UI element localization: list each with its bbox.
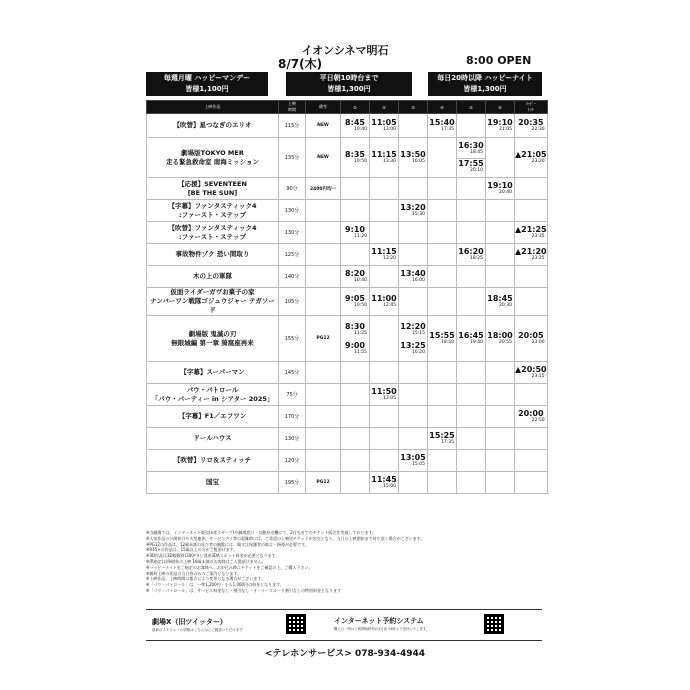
showtime-start: 11:00: [371, 294, 397, 303]
telephone-service: <テレホンサービス> 078-934-4944: [264, 649, 426, 659]
header-cell: ﾊｯﾋﾟｰ ﾅｲﾄ: [515, 101, 548, 114]
showtime-start: 9:05: [345, 294, 365, 303]
showtime-cell[interactable]: [370, 138, 399, 178]
showtime-end: 23:20: [531, 159, 545, 164]
header-cell: ⑤: [457, 101, 486, 114]
divider: [146, 609, 542, 610]
showtime-end: 23:00: [531, 340, 545, 345]
showtime-end: 17:35: [441, 440, 454, 445]
movie-title: ドールハウス: [147, 428, 279, 450]
showtime-cell: [515, 200, 548, 222]
movie-title: 劇場版 鬼滅の刃 無限城編 第一章 猗窩座再来: [147, 316, 279, 362]
header-cell: ⑥: [486, 101, 515, 114]
showtime-cell[interactable]: [515, 114, 548, 138]
showtime-cell[interactable]: [341, 316, 370, 362]
showtime-cell: [457, 114, 486, 138]
showtime-cell[interactable]: [341, 288, 370, 316]
table-row: [147, 450, 548, 472]
movie-duration: 145分: [279, 362, 306, 384]
note-line: ※PG12の作品は、12歳未満の年少者の観覧には、親又は保護者の助言・指導が必要です。: [146, 541, 309, 547]
movie-note: [306, 428, 341, 450]
table-row: [147, 362, 548, 384]
showtime-cell[interactable]: [515, 406, 548, 428]
showtime-cell[interactable]: [370, 114, 399, 138]
showtime-cell: [486, 472, 515, 494]
showtime-start: 20:00: [518, 409, 544, 418]
movie-note: PG12: [306, 316, 341, 362]
promo-happy-night: [428, 72, 542, 96]
showtime-end: 18:45: [470, 150, 483, 155]
showtime-start: 13:25: [400, 340, 426, 350]
showtime-cell: [370, 450, 399, 472]
movie-note: PG12: [306, 472, 341, 494]
showtime-cell[interactable]: [399, 266, 428, 288]
showtime-cell: [370, 406, 399, 428]
movie-note: [306, 222, 341, 244]
showtime-start: ▲21:05: [515, 150, 547, 159]
showtime-cell[interactable]: [515, 222, 548, 244]
showtime-start: 9:10: [345, 225, 365, 234]
showtime-cell: [341, 450, 370, 472]
showtime-cell: [428, 178, 457, 200]
showtime-cell: [370, 222, 399, 244]
note-line: ※3D作品は3D眼鏡料(300円)と別途3DAスポット料金が必要となります。: [146, 553, 280, 559]
showtime-end: 17:35: [441, 127, 454, 132]
showtime-end: 16:00: [412, 278, 425, 283]
showtime-start: 18:45: [487, 294, 513, 303]
promo-line2: 皆様1,300円: [327, 85, 371, 93]
showtime-start: 18:00: [487, 331, 513, 340]
movie-title: 【吹替】ファンタスティック4 :ファースト・ステップ: [147, 222, 279, 244]
showtime-cell: [515, 428, 548, 450]
note-line: ※人気作品の公開初日や大型連休、サービスデイ等の混雑時には、ご希望の上映回チケットが完売となり、当日の上映開始まで待ち頂く場合がございます。: [146, 535, 425, 541]
header-cell: ①: [341, 101, 370, 114]
note-line: ※当劇場では、インターネット販売(e席リザーブ)や劇場窓口・自動券売機にて、2日先までのチケット販売を実施しております。: [146, 530, 377, 535]
extra-showtime[interactable]: [341, 341, 369, 356]
showtime-start: ▲20:50: [515, 365, 547, 374]
showtime-end: 19:40: [470, 340, 483, 345]
showtime-cell: [457, 384, 486, 406]
theater-name: イオンシネマ明石: [301, 44, 389, 57]
showtime-end: 13:05: [383, 396, 396, 401]
showtime-cell: [457, 428, 486, 450]
showtime-cell: [457, 266, 486, 288]
showtime-end: 20:10: [470, 168, 483, 173]
movie-duration: 130分: [279, 200, 306, 222]
note-line: ※「パウ・パトロール」は、一律1,200円・小人1,000円の料金となります。: [146, 582, 284, 588]
extra-showtime[interactable]: [457, 158, 485, 174]
showtime-cell: [428, 406, 457, 428]
showtime-start: 11:45: [371, 475, 397, 484]
showtime-end: 11:20: [354, 234, 367, 239]
movie-duration: 195分: [279, 472, 306, 494]
showtime-end: 10:50: [354, 159, 367, 164]
open-time: 8:00 OPEN: [466, 54, 532, 67]
table-row: [147, 178, 548, 200]
movie-duration: 120分: [279, 450, 306, 472]
showtime-cell[interactable]: [486, 288, 515, 316]
table-row: [147, 384, 548, 406]
showtime-end: 10:40: [354, 278, 367, 283]
showtime-end: 21:05: [499, 127, 512, 132]
showtime-cell[interactable]: [399, 200, 428, 222]
showtime-cell[interactable]: [515, 316, 548, 362]
header-cell: 上映作品: [147, 101, 279, 114]
table-row: [147, 222, 548, 244]
movie-duration: 130分: [279, 222, 306, 244]
note-line: ※「パウ・パトロール」は、サービス料金なし・割引なし・オーナーズカード割引なしの特別料金となります: [146, 587, 341, 593]
header-cell: 備考: [306, 101, 341, 114]
showtime-start: 12:20: [400, 321, 426, 331]
showtime-end: 16:05: [412, 159, 425, 164]
showtime-cell: [515, 384, 548, 406]
showtime-cell: [399, 428, 428, 450]
showtime-cell[interactable]: [515, 244, 548, 266]
qr-code-icon[interactable]: [484, 614, 504, 634]
showtime-cell[interactable]: [515, 362, 548, 384]
showtime-start: 11:15: [371, 247, 397, 256]
showtime-end: 15:30: [412, 212, 425, 217]
showtime-cell: [399, 384, 428, 406]
showtime-start: 8:30: [345, 321, 365, 331]
showtime-end: 22:50: [531, 418, 545, 423]
table-row: [147, 428, 548, 450]
x-account-title: 劇場X（旧ツイッター）: [152, 618, 227, 626]
showtime-cell: [428, 138, 457, 178]
showtime-end: 11:55: [354, 349, 367, 355]
header-cell: ②: [370, 101, 399, 114]
movie-title: 【吹替】リロ＆スティッチ: [147, 450, 279, 472]
showtime-cell: [399, 178, 428, 200]
promo-line1: 毎日20時以降 ハッピーナイト: [437, 74, 533, 82]
showtime-end: 18:25: [470, 256, 483, 261]
showtime-cell: [457, 362, 486, 384]
showtime-cell: [457, 200, 486, 222]
showtime-cell: [515, 288, 548, 316]
movie-title: 【字幕】F1／エフワン: [147, 406, 279, 428]
showtime-cell: [428, 222, 457, 244]
showtime-cell: [486, 222, 515, 244]
movie-duration: 155分: [279, 316, 306, 362]
movie-duration: 135分: [279, 138, 306, 178]
showtime-cell: [428, 200, 457, 222]
showtime-start: 16:20: [458, 247, 484, 256]
showtime-end: 15:15: [412, 330, 425, 336]
table-row: [147, 406, 548, 428]
showtime-cell: [486, 450, 515, 472]
showtime-end: 20:30: [499, 303, 512, 308]
promo-line2: 皆様1,100円: [185, 85, 229, 93]
showtime-cell: [515, 472, 548, 494]
movie-note: NEW: [306, 138, 341, 178]
showtime-cell: [486, 200, 515, 222]
showtime-end: 13:20: [383, 256, 396, 261]
movie-title: 【字幕】ファンタスティック4 :ファースト・ステップ: [147, 200, 279, 222]
showtime-cell: [457, 222, 486, 244]
qr-code-icon[interactable]: [286, 614, 306, 634]
extra-showtime[interactable]: [399, 341, 427, 356]
showtime-cell: [341, 428, 370, 450]
showtime-cell: [457, 288, 486, 316]
showtime-cell[interactable]: [428, 316, 457, 362]
table-row: [147, 138, 548, 178]
showtime-cell[interactable]: [370, 384, 399, 406]
promo-line1: 平日朝10時台まで: [319, 74, 379, 82]
movie-duration: 115分: [279, 114, 306, 138]
showtime-cell: [341, 406, 370, 428]
online-booking-sub: 購入日・時は上映開始時刻の2日前 24時より受付いたします。: [334, 627, 430, 631]
showtime-start: 16:45: [458, 331, 484, 340]
showtime-cell: [486, 384, 515, 406]
movie-note: [306, 200, 341, 222]
showtime-cell[interactable]: [457, 138, 486, 178]
showtime-cell: [341, 200, 370, 222]
showtime-cell: [428, 288, 457, 316]
showtime-start: 8:45: [345, 118, 365, 127]
showtime-start: 15:25: [429, 431, 455, 440]
movie-title: 【応援】SEVENTEEN [BE THE SUN]: [147, 178, 279, 200]
movie-note: [306, 362, 341, 384]
note-line: ※上映作品、上映時間は都合により変更となる場合がございます。: [146, 576, 266, 582]
note-line: ※R15+の作品は、15歳以上の方がご覧頂けます。: [146, 547, 238, 553]
header-cell: 上映 時間: [279, 101, 306, 114]
table-row: [147, 200, 548, 222]
movie-duration: 75分: [279, 384, 306, 406]
table-row: [147, 316, 548, 362]
showtime-end: 20:55: [499, 340, 512, 345]
promo-line1: 毎週月曜 ハッピーマンデー: [163, 74, 251, 82]
showtime-cell: [486, 266, 515, 288]
showtime-cell: [399, 222, 428, 244]
showtime-cell: [370, 200, 399, 222]
showtime-cell[interactable]: [486, 178, 515, 200]
showtime-cell: [341, 384, 370, 406]
movie-note: [306, 266, 341, 288]
showtime-cell[interactable]: [486, 316, 515, 362]
divider: [146, 640, 542, 641]
showtime-cell: [515, 266, 548, 288]
showtime-start: 8:20: [345, 269, 365, 278]
schedule-date: 8/7(木): [278, 57, 323, 71]
movie-duration: 125分: [279, 244, 306, 266]
showtime-cell: [370, 266, 399, 288]
showtime-cell[interactable]: [399, 316, 428, 362]
showtime-cell: [457, 450, 486, 472]
showtime-cell: [428, 384, 457, 406]
showtime-cell: [486, 362, 515, 384]
movie-note: [306, 406, 341, 428]
showtime-start: 13:20: [400, 203, 426, 212]
showtime-end: 13:00: [383, 127, 396, 132]
notes-block: [146, 530, 542, 594]
showtime-cell: [428, 472, 457, 494]
movie-duration: 140分: [279, 266, 306, 288]
showtime-cell[interactable]: [428, 428, 457, 450]
showtime-cell: [341, 472, 370, 494]
movie-title: 国宝: [147, 472, 279, 494]
table-row: [147, 472, 548, 494]
x-account-sub: 最新のスケジュール情報はこちらからご確認いただけます: [152, 628, 243, 632]
showtime-end: 23:15: [531, 374, 545, 379]
movie-title: 仮面ライダーガヴお菓子の家 ナンバーワン戦隊ゴジュウジャー テガソード: [147, 288, 279, 316]
showtime-cell: [515, 450, 548, 472]
showtime-start: 8:35: [345, 150, 365, 159]
showtime-end: 18:50: [441, 340, 454, 345]
showtime-end: 10:40: [354, 127, 367, 132]
showtime-cell: [457, 406, 486, 428]
showtime-cell: [428, 244, 457, 266]
showtime-cell[interactable]: [515, 138, 548, 178]
showtime-cell[interactable]: [457, 316, 486, 362]
showtime-start: ▲21:20: [515, 247, 547, 256]
movie-title: 【字幕】スーパーマン: [147, 362, 279, 384]
showtime-start: ▲21:25: [515, 225, 547, 234]
showtime-start: 13:50: [400, 150, 426, 159]
showtime-end: 16:20: [412, 349, 425, 355]
header-cell: ③: [399, 101, 428, 114]
movie-title: 木の上の軍隊: [147, 266, 279, 288]
showtime-cell: [399, 288, 428, 316]
showtime-end: 10:50: [354, 303, 367, 308]
movie-note: [306, 244, 341, 266]
showtime-cell: [399, 406, 428, 428]
movie-duration: 170分: [279, 406, 306, 428]
showtime-cell: [428, 450, 457, 472]
movie-title: 【吹替】星つなぎのエリオ: [147, 114, 279, 138]
showtime-cell: [486, 406, 515, 428]
note-line: ※ハッピーナイトをご指定のお客様へ…お申込み時にチケットをご確認の上、ご購入下さい。: [146, 564, 313, 570]
showtime-start: 17:55: [458, 159, 484, 168]
showtime-cell[interactable]: [341, 114, 370, 138]
showtime-start: 16:30: [458, 141, 484, 150]
showtime-cell: [370, 362, 399, 384]
showtime-cell[interactable]: [399, 450, 428, 472]
showtime-start: 11:05: [371, 118, 397, 127]
showtime-cell: [341, 362, 370, 384]
showtime-cell[interactable]: [341, 222, 370, 244]
showtime-start: 20:35: [518, 118, 544, 127]
showtime-cell: [341, 178, 370, 200]
promo-happy-monday: [146, 72, 268, 96]
showtime-cell[interactable]: [428, 114, 457, 138]
table-row: [147, 266, 548, 288]
table-row: [147, 244, 548, 266]
movie-title: パウ・パトロール 「パウ・パーティー in シアター 2025」: [147, 384, 279, 406]
schedule-table: [146, 100, 548, 494]
movie-note: NEW: [306, 114, 341, 138]
movie-title: 劇場版TOKYO MER 走る緊急救命室 南海ミッション: [147, 138, 279, 178]
showtime-cell[interactable]: [341, 138, 370, 178]
showtime-cell: [515, 178, 548, 200]
showtime-cell: [341, 244, 370, 266]
table-row: [147, 288, 548, 316]
showtime-cell[interactable]: [341, 266, 370, 288]
showtime-start: 15:40: [429, 118, 455, 127]
showtime-cell: [399, 114, 428, 138]
showtime-cell[interactable]: [399, 138, 428, 178]
showtime-start: 13:05: [400, 453, 426, 462]
movie-note: [306, 384, 341, 406]
showtime-cell: [486, 138, 515, 178]
movie-note: [306, 450, 341, 472]
showtime-end: 20:40: [499, 190, 512, 195]
showtime-cell[interactable]: [370, 244, 399, 266]
showtime-cell: [457, 178, 486, 200]
showtime-end: 15:00: [383, 484, 396, 489]
showtime-cell: [370, 428, 399, 450]
showtime-cell: [486, 244, 515, 266]
showtime-end: 12:45: [383, 303, 396, 308]
promo-line2: 皆様1,300円: [463, 85, 507, 93]
showtime-cell: [486, 428, 515, 450]
showtime-cell[interactable]: [486, 114, 515, 138]
showtime-end: 23:25: [531, 256, 545, 261]
showtime-start: 19:10: [487, 118, 513, 127]
showtime-cell[interactable]: [370, 472, 399, 494]
movie-duration: 130分: [279, 428, 306, 450]
showtime-start: 15:55: [429, 331, 455, 340]
showtime-start: 19:10: [487, 181, 513, 190]
showtime-start: 20:05: [518, 331, 544, 340]
schedule-header-row: [147, 101, 548, 114]
showtime-start: 13:40: [400, 269, 426, 278]
showtime-end: 23:35: [531, 234, 545, 239]
showtime-cell[interactable]: [370, 288, 399, 316]
showtime-end: 13:30: [383, 159, 396, 164]
showtime-start: 9:00: [345, 340, 365, 350]
showtime-cell: [399, 472, 428, 494]
showtime-start: 11:15: [371, 150, 397, 159]
table-row: [147, 114, 548, 138]
showtime-start: 11:50: [371, 387, 397, 396]
note-line: ※無料上映の作品は当日券のみのご案内となります。: [146, 570, 242, 576]
movie-duration: 90分: [279, 178, 306, 200]
showtime-end: 22:30: [531, 127, 545, 132]
showtime-cell[interactable]: [457, 244, 486, 266]
showtime-cell: [399, 362, 428, 384]
showtime-cell: [428, 266, 457, 288]
showtime-end: 15:05: [412, 462, 425, 467]
header-cell: ④: [428, 101, 457, 114]
showtime-end: 11:25: [354, 330, 367, 336]
showtime-cell: [370, 178, 399, 200]
movie-duration: 105分: [279, 288, 306, 316]
note-line: ※(R指定)以降開始の上映 18歳未満のお客様はご入場頂けません。: [146, 558, 266, 564]
promo-morning: [286, 72, 412, 96]
showtime-cell: [370, 316, 399, 362]
online-booking-title: インターネット予約システム: [334, 617, 424, 625]
movie-note: 2400円均一: [306, 178, 341, 200]
movie-title: 事故物件ゾク 恐い間取り: [147, 244, 279, 266]
showtime-cell: [399, 244, 428, 266]
movie-note: [306, 288, 341, 316]
showtime-cell: [457, 472, 486, 494]
showtime-cell: [428, 362, 457, 384]
